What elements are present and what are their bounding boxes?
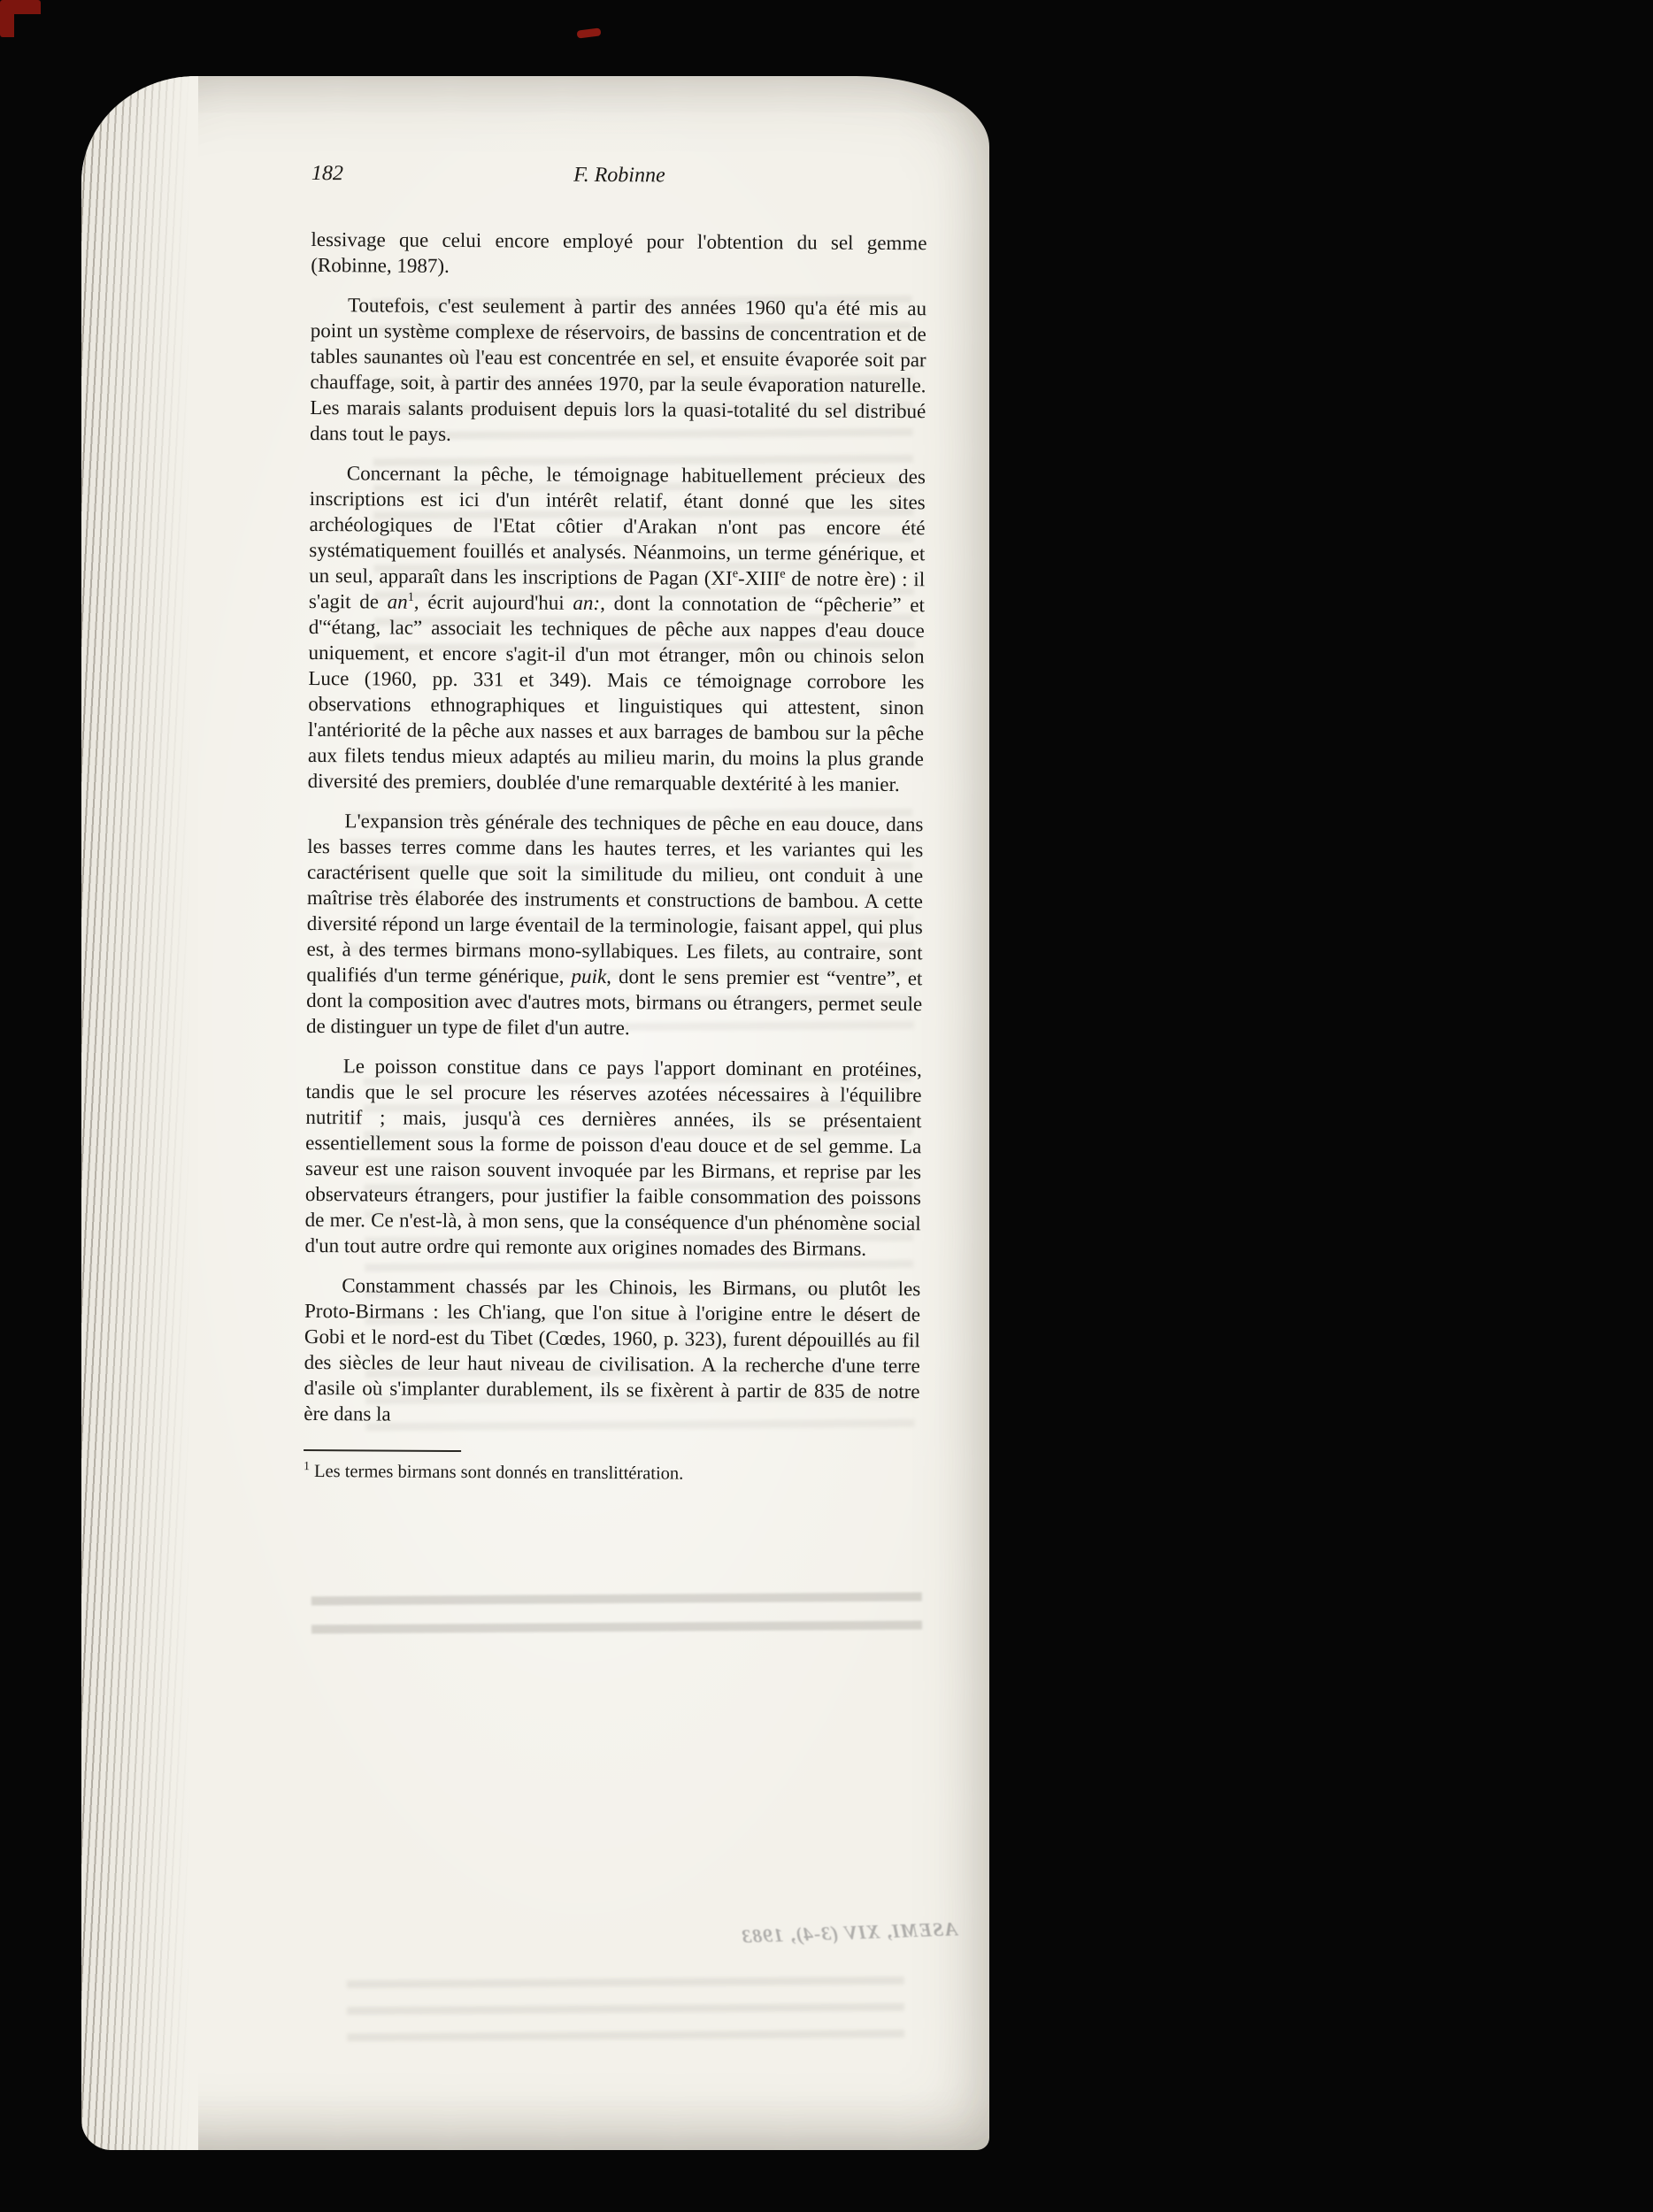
paragraph: lessivage que celui encore employé pour l'obtention du sel gemme (Robinne, 1987). [311,227,927,277]
running-header-author: F. Robinne [573,163,665,188]
page-stack-edges [81,76,198,2150]
footnote [304,1460,919,1486]
book-page [81,76,989,2150]
showthrough-text-block [311,1593,922,1654]
scan-mark-top-left [0,0,41,37]
running-header [311,161,927,189]
paragraph: Toutefois, c'est seulement à partir des années 1960 qu'a été mis au point un système complexe de réservoirs, de bassins de concentration et de tables saunantes où l'eau est concentrée en sel, et ensuite évaporée soit par chauffage, soit, à partir des années 1970, par la seule évaporation naturelle. Les marais salants produisent depuis lors la quasi-totalité du sel distribué dans tout le pays. [310,294,927,445]
footnote-rule [304,1449,461,1452]
page-number: 182 [311,161,343,186]
paragraph: Le poisson constitue dans ce pays l'apport dominant en protéines, tandis que le sel procure les réserves azotées nécessaires à l'équilibre nutritif ; mais, jusqu'à ces dernières années, ils se présentaient essentiellement sous la forme de poisson d'eau douce et de sel gemme. La saveur est une raison souvent invoquée par les Birmans, et reprise par les observateurs étrangers, pour justifier la faible consommation des poissons de mer. Ce n'est-là, à mon sens, que la conséquence d'un phénomène social d'un tout autre ordre qui remonte aux origines nomades des Birmans. [304,1055,922,1260]
page-content [304,161,927,1486]
footnote-text: Les termes birmans sont donnés en translittération. [309,1462,684,1484]
footnote-marker: 1 [303,1460,311,1474]
paragraph: L'expansion très générale des techniques de pêche en eau douce, dans les basses terres comme dans les hautes terres, et les variantes qui les caractérisent quelle que soit la similitude du milieu, ont conduit à une maîtrise très élaborée des instruments et constructions de bambou. A cette diversité répond un large éventail de la terminologie, faisant appel, qui plus est, à des termes birmans mono-syllabiques. Les filets, au contraire, sont qualifiés d'un terme générique, puik, dont le sens premier est “ventre”, et dont la composition avec d'autres mots, birmans ou étrangers, permet seule de distinguer un type de filet d'un autre. [305,810,924,1040]
paragraph: Constamment chassés par les Chinois, les Birmans, ou plutôt les Proto-Birmans : les Ch'iang, que l'on situe à l'origine entre le désert de Gobi et le nord-est du Tibet (Cœdes, 1960, p. 323), furent dépouillés au fil des siècles de leur haut niveau de civilisation. A la recherche d'une terre d'asile où s'implanter durablement, ils se fixèrent à partir de 835 de notre ère dans la [304,1274,921,1425]
body-text [304,227,926,1430]
showthrough-text-block [347,1977,905,2049]
showthrough-journal-footer: ASEMI, XIV (3-4), 1983 [740,1917,958,1947]
paragraph: Concernant la pêche, le témoignage habituellement précieux des inscriptions est ici d'un intérêt relatif, étant donné que les sites archéologiques de l'Etat côtier d'Arakan n'ont pas encore été systématiquement fouillés et analysés. Néanmoins, un terme générique, et un seul, apparaît dans les inscriptions de Pagan (XIe-XIIIe de notre ère) : il s'agit de $an^1$, écrit aujourd'hui an:, dont la connotation de “pêcherie” et d'“étang, lac” associait les techniques de pêche aux nappes d'eau douce uniquement, et encore s'agit-il d'un mot étranger, môn ou chinois selon Luce (1960, pp. 331 et 349). Mais ce témoignage corrobore les observations ethnographiques et linguistiques qui attestent, sinon l'antériorité de la pêche aux nasses et aux barrages de bambou sur la pêche aux filets tendus mieux adaptés au milieu marin, du moins la plus grande diversité des premiers, doublée d'une remarquable dextérité à les manier. [307,462,926,796]
scan-mark-top-center [577,27,602,38]
